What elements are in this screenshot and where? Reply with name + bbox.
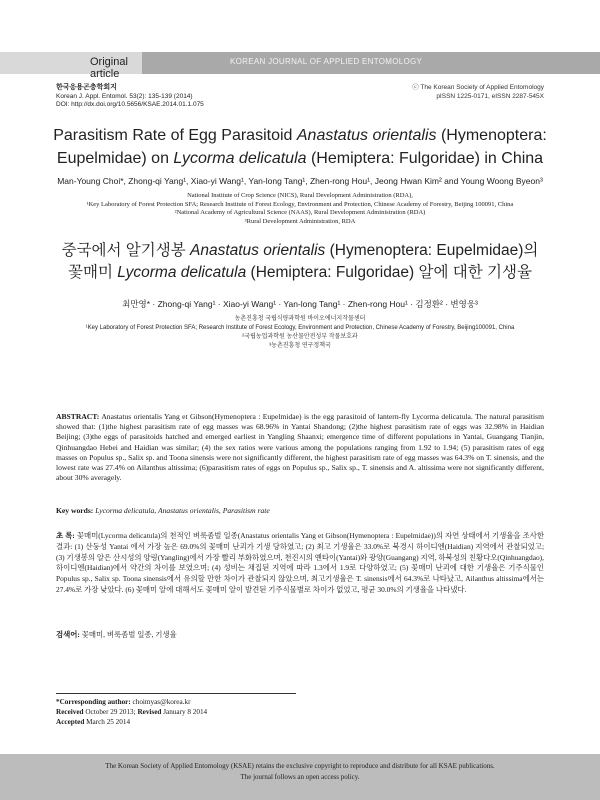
title-en-text: Parasitism Rate of Egg Parasitoid bbox=[53, 127, 297, 144]
doi-line[interactable]: DOI: http://dx.doi.org/10.5656/KSAE.2014.01.1.075 bbox=[56, 101, 204, 108]
affiliation-line: National Institute of Crop Science (NICS), Rural Development Administration (RDA), bbox=[187, 192, 413, 199]
footnote-block bbox=[56, 697, 544, 728]
affiliation-line: ³Rural Development Administration, RDA bbox=[244, 217, 356, 225]
affiliations-korean bbox=[30, 315, 570, 351]
abstract-ko-text: 꽃매미(Lycorma delicatula)의 천적인 벼룩좀벌 일종(Anastatus orientalis Yang et Gibson(Hymenoptera : Eupelmidae))의 자연 상태에서 기생율을 조사한 결과: (1) 산둥성 Yantai 에서 가장 높은 69.0%의 꽃매미 난괴가 기생 당하였고; (2) 최고 기생율은 33.0%로 북경시 하이디엔(Haidian) 지역에서 관찰되었고; (3) 기생봉의 알은 산시성의 양링(Yangling)에서 가장 빨리 부화하였으며, 천진시의 옌타이(Yantai)와 광양(Guangang) 지역, 하북성의 친황다오(Qinhuangdao), 하이디엔(Haidian)에서 약간의 차이를 보였으며; (4) 성비는 채집된 지역에 따라 1.3에서 1.9로 다양하였고; (5) 꽃매미 난괴에 대한 기생율은 기주식물인 Populus sp., Salix sp. Toona sinensis에서 유의할 만한 차이가 관찰되지 않았으며, 최고기생율은 T. sinensis에서 64.3%로 나타났고, Ailanthus altissima에서는 27.4%로 가장 낮았다. (6) 꽃매미 알에 대해서도 꽃매미 알이 발견된 기주식물별로 차이가 없었고, 평균 30.0%의 기생율을 나타냈다. bbox=[56, 531, 544, 594]
affiliation-line: ¹Key Laboratory of Forest Protection SFA; Research Institute of Forest Ecology, Environment and Protection, Chinese Academy of Forestry, Beijing100091, China bbox=[85, 325, 515, 331]
journal-name-korean: 한국응용곤충학회지 bbox=[56, 84, 117, 91]
footnote-divider bbox=[56, 693, 296, 694]
copyright-band bbox=[0, 754, 600, 800]
keywords-label: Key words: bbox=[56, 506, 94, 515]
keywords-english bbox=[56, 506, 544, 515]
corresponding-label: *Corresponding author: bbox=[56, 698, 131, 706]
accepted-date: March 25 2014 bbox=[84, 718, 131, 727]
title-en-text: Eupelmidae) on bbox=[56, 150, 174, 167]
title-ko-text: (Hemiptera: Fulgoridae) 알에 대한 기생율 bbox=[246, 264, 532, 281]
title-ko-species: Anastatus orientalis bbox=[190, 242, 326, 259]
journal-name-band bbox=[142, 52, 600, 74]
title-ko-text: 꽃매미 bbox=[68, 264, 118, 281]
affiliation-line: ¹Key Laboratory of Forest Protection SFA; Research Institute of Forest Ecology, Environment and Protection, Chinese Academy of Forestry, Beijing 100091, China bbox=[86, 200, 514, 208]
issn-line: pISSN 1225-0171, eISSN 2287-545X bbox=[436, 92, 544, 100]
accepted-label: Accepted bbox=[56, 718, 85, 727]
abstract-korean bbox=[56, 531, 544, 596]
title-korean bbox=[30, 240, 570, 284]
journal-header-bar bbox=[0, 52, 600, 80]
title-ko-text: (Hymenoptera: Eupelmidae)의 bbox=[325, 242, 539, 259]
article-type-label: Original article bbox=[90, 56, 128, 80]
title-ko-species: Lycorma delicatula bbox=[117, 264, 247, 281]
keywords-ko-label: 검색어: bbox=[56, 630, 80, 639]
article-type-tab bbox=[0, 52, 142, 80]
abstract-text: Anastatus orientalis Yang et Gibson(Hymenoptera : Eupelmidae) is the egg parasitoid of lantern-fly Lycorma delicatula. The natural parasitism showed that: (1)the highest parasitism rate of egg masses was 68.96% in Yantai Shandong; (2)the highest parasitism rate of eggs was 32.98% in Haidian Beijing; (3)the eggs of parasitoids hatched and emerged earliest in Yangling Shaanxi; emergence time of different populations in Yantai, Guangang Tianjin, Qinhuangdao Hebei and Haidian was similar; (4) the sex ratios were various among the populations ranging from 1.92 to 1.94; (5) parasitism rates of egg masses on Populus sp., Salix sp. and Toona sinensis were not significantly different, the highest parasitism rate of egg masses was 64.3% on T. sinensis, and the lowest rate was 27.4% on Ailanthus altissima; (6)parasitism rates of eggs on Populus sp., Salix sp., T. sinensis and A. altissima were not significantly different, about 30% averagely. bbox=[56, 412, 544, 483]
affiliations-english bbox=[30, 192, 570, 226]
citation-line: Korean J. Appl. Entomol. 53(2): 135-139 (2014) bbox=[56, 92, 193, 100]
affiliation-line: ³농촌진흥청 연구정책국 bbox=[269, 343, 331, 349]
authors-english: Man-Young Choi*, Zhong-qi Yang¹, Xiao-yi Wang¹, Yan-long Tang¹, Zhen-rong Hou¹, Jeong Hwan Kim² and Young Woong Byeon³ bbox=[57, 176, 543, 186]
affiliation-line: ²국립농업과학원 농산물안전성부 작물보호과 bbox=[242, 334, 358, 340]
authors-korean: 최만영* · Zhong-qi Yang¹ · Xiao-yi Wang¹ · Yan-long Tang¹ · Zhen-rong Hou¹ · 김정환² · 변영웅³ bbox=[122, 299, 478, 309]
revised-date: January 8 2014 bbox=[161, 708, 208, 717]
received-date: October 29 2013; bbox=[83, 708, 138, 717]
title-en-species: Lycorma delicatula bbox=[173, 150, 307, 167]
title-en-text: (Hymenoptera: bbox=[436, 127, 547, 144]
keywords-ko-text: 꽃매미, 벼룩좀벌 일종, 기생율 bbox=[79, 630, 177, 639]
corresponding-author bbox=[56, 697, 544, 707]
citation-block bbox=[56, 84, 204, 110]
society-copyright: ⓒ The Korean Society of Applied Entomology bbox=[412, 84, 544, 91]
revised-label: Revised bbox=[137, 708, 162, 717]
keywords-text: Lycorma delicatula, Anastatus orientalis, Parasitism rate bbox=[93, 506, 270, 515]
title-en-species: Anastatus orientalis bbox=[296, 127, 437, 144]
copyright-line: The Korean Society of Applied Entomology (KSAE) retains the exclusive copyright to reproduce and distribute for all KSAE publications. bbox=[105, 762, 495, 770]
affiliation-line: 농촌진흥청 국립식량과학원 바이오에너지작물센터 bbox=[234, 316, 366, 322]
affiliation-line: ²National Academy of Agricultural Science (NAAS), Rural Development Administration (RDA) bbox=[174, 209, 426, 217]
title-ko-text: 중국에서 알기생봉 bbox=[61, 242, 190, 259]
corresponding-email[interactable]: choimyas@korea.kr bbox=[130, 698, 191, 706]
copyright-text bbox=[60, 761, 540, 782]
issn-block bbox=[412, 84, 544, 101]
title-en-text: (Hemiptera: Fulgoridae) in China bbox=[306, 150, 544, 167]
abstract-english bbox=[56, 412, 544, 483]
abstract-label: ABSTRACT: bbox=[56, 412, 100, 421]
journal-name: KOREAN JOURNAL OF APPLIED ENTOMOLOGY bbox=[230, 57, 423, 66]
received-label: Received bbox=[56, 708, 84, 717]
keywords-korean bbox=[56, 629, 544, 640]
abstract-ko-label: 초 록: bbox=[56, 531, 75, 540]
copyright-line: The journal follows an open access policy. bbox=[240, 772, 360, 781]
received-revised-line bbox=[56, 707, 544, 717]
accepted-line bbox=[56, 717, 544, 727]
title-english bbox=[40, 124, 560, 170]
